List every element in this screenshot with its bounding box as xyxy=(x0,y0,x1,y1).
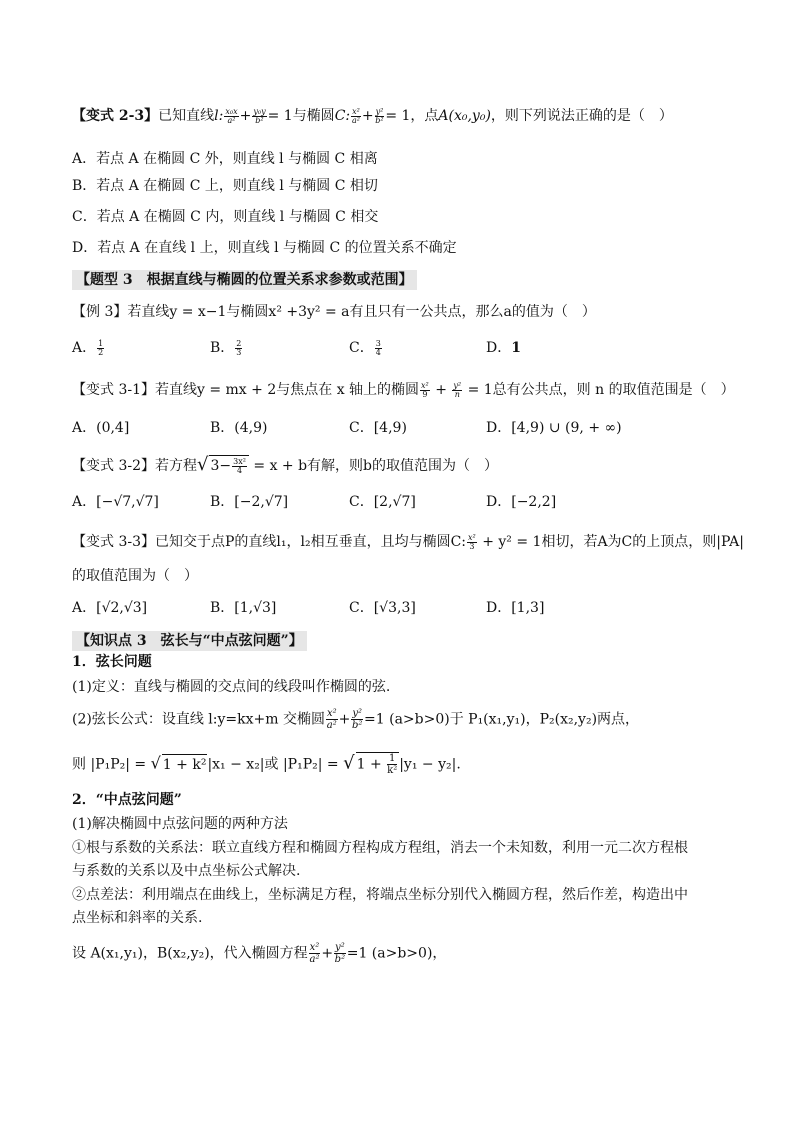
option-c: C．[2,√7] xyxy=(349,494,416,510)
option-b: B．[1,√3] xyxy=(210,600,277,616)
variant-3-3-question-cont: 的取值范围为（ ） xyxy=(72,568,198,584)
line-label: l: xyxy=(214,108,224,124)
question-text: 已知直线 xyxy=(158,108,215,124)
option-b: B．(4,9) xyxy=(210,420,268,436)
definition-line: (1)定义：直线与椭圆的交点间的线段叫作椭圆的弦. xyxy=(72,679,391,695)
option-d: D．若点 A 在直线 l 上，则直线 l 与椭圆 C 的位置关系不确定 xyxy=(72,240,457,256)
subsection-title: 2．“中点弦问题” xyxy=(72,792,182,808)
variant-tag: 【变式 2-3】 xyxy=(72,108,159,124)
option-d: D．[4,9) ∪ (9, + ∞) xyxy=(486,420,622,436)
method-1-line-1: ①根与系数的关系法：联立直线方程和椭圆方程构成方程组，消去一个未知数，利用一元二次方程根 xyxy=(72,840,688,856)
method-1-line-2: 与系数的关系以及中点坐标公式解决. xyxy=(72,863,301,879)
option-b: B．若点 A 在椭圆 C 上，则直线 l 与椭圆 C 相切 xyxy=(72,178,378,194)
option-d: D．[1,3] xyxy=(486,600,545,616)
option-c: C．[4,9) xyxy=(349,420,407,436)
point-difference-setup: 设 A(x₁,y₁)，B(x₂,y₂)，代入椭圆方程 $\frac{\text{x²}}{\text{a²}}$ + $\frac{\text{y²}}{\text{b²}}$ =1 (a>b>0)， xyxy=(72,942,447,965)
option-a: A．若点 A 在椭圆 C 外，则直线 l 与椭圆 C 相离 xyxy=(72,151,378,167)
formula-line: (2)弦长公式：设直线 l:y=kx+m 交椭圆 $\frac{\text{x²}}{\text{a²}}$ + $\frac{\text{y²}}{\text{b²}}$ =1 (a>b>0)于 P₁(x₁,y₁)，P₂(x₂,y₂)两点， xyxy=(72,708,640,731)
fraction: $\frac{\text{x₀x}}{\text{a²}}$ xyxy=(225,106,238,125)
option-d: D．[−2,2] xyxy=(486,494,557,510)
method-2-line-1: ②点差法：利用端点在曲线上，坐标满足方程，将端点坐标分别代入椭圆方程，然后作差，构造出中 xyxy=(72,887,688,903)
section-heading-type3: 【题型 3 根据直线与椭圆的位置关系求参数或范围】 xyxy=(72,270,417,290)
subsection-title: 1．弦长问题 xyxy=(72,654,152,670)
option-b: B． $\frac{2}{3}$ xyxy=(210,338,242,357)
variant-2-3-question: 【变式 2-3】已知直线l: $\frac{\text{x₀x}}{\text{a²}}$ + $\frac{\text{y₀y}}{\text{b²}}$ = 1与椭圆C: $\frac{\text{x²}}{\text{a²}}$ + $\frac{\text{y²}}{\text{b²}}$ = 1，点A(x₀,y₀)，则下列说法正确的是（ ） xyxy=(72,106,673,125)
option-a: A．(0,4] xyxy=(72,420,130,436)
fraction: $\frac{\text{y₀y}}{\text{b²}}$ xyxy=(253,106,266,125)
option-a: A． $\frac{1}{2}$ xyxy=(72,338,104,357)
fraction: $\frac{\text{x²}}{\text{a²}}$ xyxy=(351,106,360,125)
option-c: C．若点 A 在椭圆 C 内，则直线 l 与椭圆 C 相交 xyxy=(72,209,379,225)
example-3-question: 【例 3】若直线y = x−1与椭圆x² +3y² = a有且只有一公共点，那么a的值为（ ） xyxy=(72,304,596,320)
option-a: A．[−√7,√7] xyxy=(72,494,159,510)
method-2-line-2: 点坐标和斜率的关系. xyxy=(72,910,203,926)
chord-length-formula: 则 |P₁P₂| = √ 1 + k²|x₁ − x₂|或 |P₁P₂| = √ 1 + $\frac{1}{\text{k²}}$ |y₁ − y₂|. xyxy=(72,752,461,776)
option-d: D．1 xyxy=(486,340,521,356)
option-b: B．[−2,√7] xyxy=(210,494,289,510)
section-heading-knowledge3: 【知识点 3 弦长与“中点弦问题”】 xyxy=(72,631,307,651)
variant-3-3-question: 【变式 3-3】已知交于点P的直线l₁，l₂相互垂直，且均与椭圆C: $\frac{\text{x²}}{3}$ + y² = 1相切，若A为C的上顶点，则|PA| xyxy=(72,532,744,551)
option-a: A．[√2,√3] xyxy=(72,600,148,616)
methods-title: (1)解决椭圆中点弦问题的两种方法 xyxy=(72,816,288,832)
option-c: C． $\frac{3}{4}$ xyxy=(349,338,381,357)
fraction: $\frac{\text{y²}}{\text{b²}}$ xyxy=(375,106,384,125)
variant-3-2-question: 【变式 3-2】若方程√ 3− $\frac{\text{3x²}}{4}$ = x + b有解，则b的取值范围为（ ） xyxy=(72,454,499,475)
option-c: C．[√3,3] xyxy=(349,600,416,616)
variant-3-1-question: 【变式 3-1】若直线y = mx + 2与焦点在 x 轴上的椭圆 $\frac{\text{x²}}{9}$ + $\frac{\text{y²}}{n}$ = 1总有公共点，则 n 的取值范围是（ ） xyxy=(72,380,735,399)
